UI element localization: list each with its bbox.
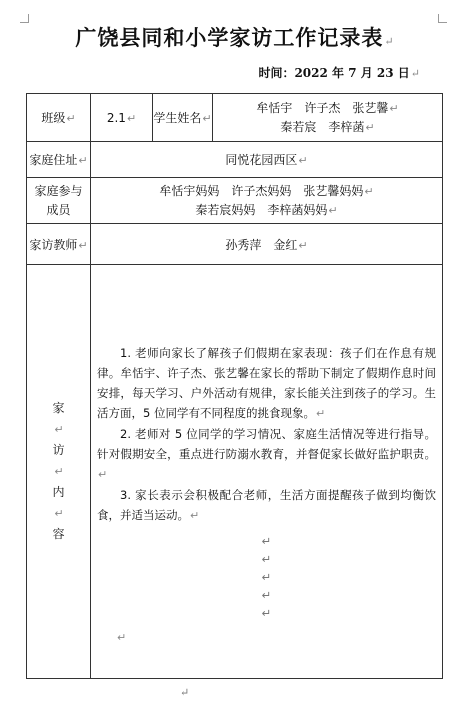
family-members-row bbox=[27, 178, 443, 224]
teacher-row bbox=[27, 224, 443, 265]
paragraph-mark: ↵ bbox=[384, 35, 395, 48]
student-names-line: 秦若宸 李梓菡↵ bbox=[280, 119, 375, 134]
student-names[interactable] bbox=[213, 94, 443, 142]
document-end-mark: ↵ bbox=[180, 686, 190, 699]
family-members-value[interactable] bbox=[91, 178, 443, 224]
family-members-line: 牟恬宇妈妈 许子杰妈妈 张艺馨妈妈↵ bbox=[159, 183, 374, 198]
content-paragraph: 1. 老师向家长了解孩子们假期在家表现：孩子们在作息有规律。牟恬宇、许子杰、张艺馨在家长的帮助下制定了假期作息时间安排，每天学习、户外活动有规律，家长能关注到孩子的学习。生活方面，5 位同学有不同程度的挑食现象。↵ bbox=[97, 346, 436, 420]
visiting-teacher-label: 家访教师↵ bbox=[27, 224, 91, 265]
address-label: 家庭住址↵ bbox=[27, 142, 91, 178]
content-paragraph: 2. 老师对 5 位同学的学习情况、家庭生活情况等进行指导。针对假期安全，重点进行防溺水教育，并督促家长做好监护职责。↵ bbox=[97, 427, 436, 481]
address-row bbox=[27, 142, 443, 178]
visit-content-body[interactable] bbox=[91, 265, 443, 679]
class-value[interactable]: 2.1↵ bbox=[91, 94, 153, 142]
record-date: 时间：2022 年 7 月 23 日↵ bbox=[258, 66, 420, 80]
student-name-label: 学生姓名↵ bbox=[153, 94, 213, 142]
empty-paragraph-marks: ↵ ↵ ↵ ↵ ↵ bbox=[261, 534, 272, 620]
paragraph-mark: ↵ bbox=[117, 631, 127, 644]
family-members-label: 家庭参与 成员 bbox=[27, 178, 91, 224]
visit-content-label: 家 ↵ 访 ↵ 内 ↵ 容 bbox=[27, 265, 91, 679]
visiting-teacher-value[interactable]: 孙秀萍 金红↵ bbox=[91, 224, 443, 265]
document-title: 广饶县同和小学家访工作记录表↵ bbox=[75, 25, 395, 50]
student-names-line: 牟恬宇 许子杰 张艺馨↵ bbox=[256, 100, 399, 115]
class-label: 班级↵ bbox=[27, 94, 91, 142]
content-paragraph: 3. 家长表示会积极配合老师，生活方面提醒孩子做到均衡饮食，并适当运动。↵ bbox=[97, 488, 436, 522]
class-row bbox=[27, 94, 443, 142]
address-value[interactable]: 同悦花园西区↵ bbox=[91, 142, 443, 178]
family-members-line: 秦若宸妈妈 李梓菡妈妈↵ bbox=[195, 202, 338, 217]
paragraph-mark: ↵ bbox=[410, 67, 420, 80]
home-visit-record-table bbox=[26, 93, 443, 679]
visit-content-row bbox=[27, 265, 443, 679]
